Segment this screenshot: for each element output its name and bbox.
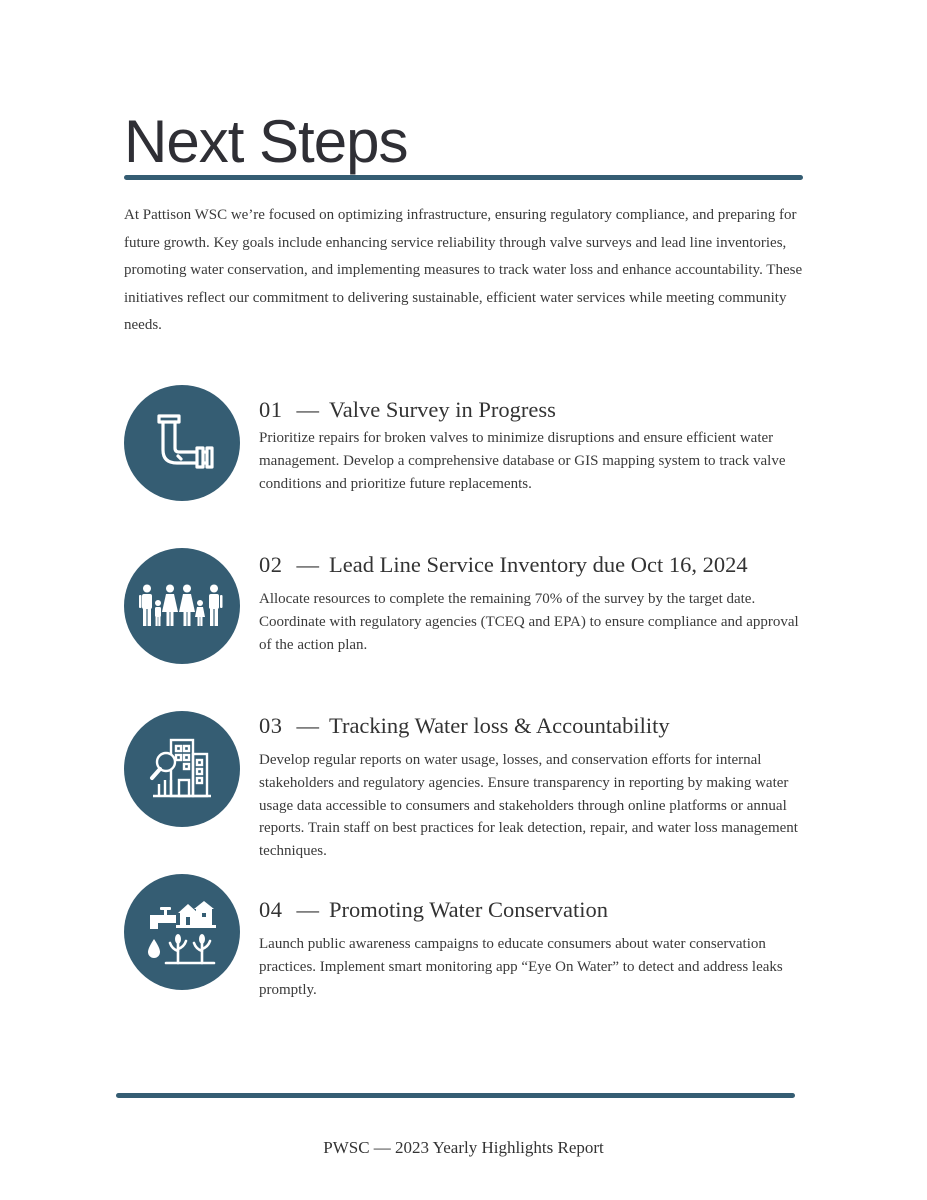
step-number: 01	[259, 397, 283, 422]
step-number: 02	[259, 552, 283, 577]
step-01-body: Prioritize repairs for broken valves to minimize disruptions and ensure efficient water management. Develop a comprehensive database or GIS mapping system to track valve conditions and prioritize future replacements.	[259, 430, 786, 492]
step-title: Valve Survey in Progress	[329, 397, 556, 422]
step-title: Promoting Water Conservation	[329, 897, 608, 922]
step-02-body: Allocate resources to complete the remaining 70% of the survey by the target date. Coordinate with regulatory agencies (TCEQ and EPA) to ensure compliance and approval of the action plan.	[259, 591, 799, 653]
step-03-icon-circle	[124, 711, 240, 827]
step-02-icon-circle	[124, 548, 240, 664]
step-02-heading: 02 — Lead Line Service Inventory due Oct 16, 2024	[259, 552, 748, 577]
magnifier-building-icon	[149, 736, 215, 802]
step-04-body: Launch public awareness campaigns to educate consumers about water conservation practices. Implement smart monitoring app “Eye On Water” to detect and address leaks promptly.	[259, 936, 783, 998]
step-03-heading: 03 — Tracking Water loss & Accountability	[259, 713, 670, 738]
intro-paragraph: At Pattison WSC we’re focused on optimizing infrastructure, ensuring regulatory compliance, and preparing for future growth. Key goals include enhancing service reliability through valve surveys and lead line inventories, promoting water conservation, and implementing measures to track water loss and enhance accountability. These initiatives reflect our commitment to delivering sustainable, efficient water services while meeting community needs.	[124, 207, 803, 333]
step-number: 03	[259, 713, 283, 738]
step-title: Tracking Water loss & Accountability	[329, 713, 670, 738]
title-underline	[124, 175, 803, 180]
footer-text: PWSC — 2023 Yearly Highlights Report	[323, 1138, 604, 1157]
step-04-icon-circle	[124, 874, 240, 990]
step-title: Lead Line Service Inventory due Oct 16, 2024	[329, 552, 748, 577]
step-03-body: Develop regular reports on water usage, losses, and conservation efforts for internal stakeholders and regulatory agencies. Ensure transparency in reporting by making water usage data accessible to consumers and stakeholders through online platforms or annual reports. Train staff on best practices for leak detection, repair, and water loss management techniques.	[259, 752, 798, 860]
step-number: 04	[259, 897, 283, 922]
step-04-heading: 04 — Promoting Water Conservation	[259, 897, 608, 922]
step-01-heading: 01 — Valve Survey in Progress	[259, 397, 556, 422]
faucet-plants-icon	[148, 899, 216, 965]
step-01-icon-circle	[124, 385, 240, 501]
page-title: Next Steps	[124, 108, 408, 175]
footer-rule	[116, 1093, 795, 1098]
pipe-icon	[147, 408, 217, 478]
family-icon	[139, 584, 225, 628]
